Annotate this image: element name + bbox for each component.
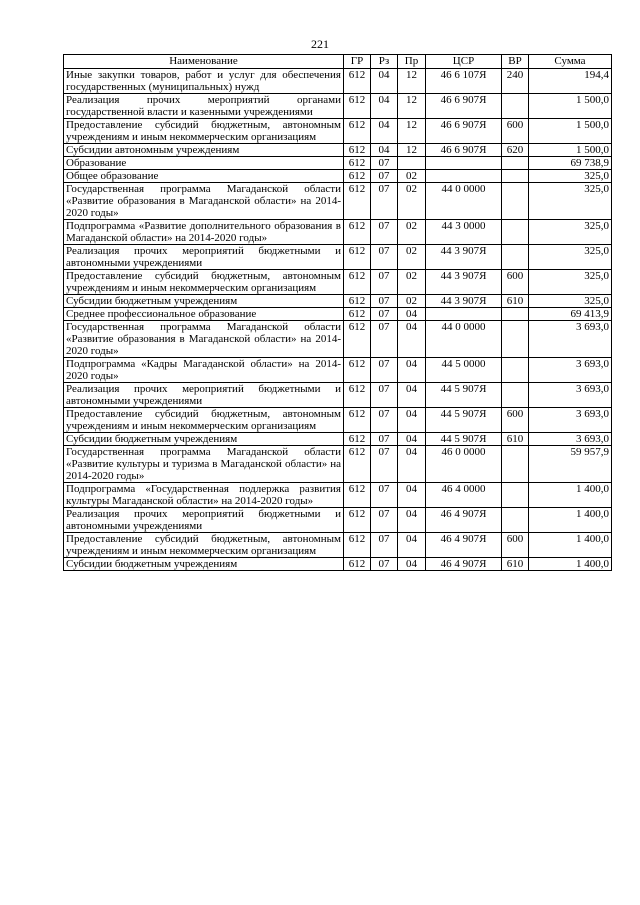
- cell-sum: 1 500,0: [529, 94, 612, 119]
- table-row: [64, 170, 612, 183]
- cell-name: Реализация прочих мероприятий органами государственной власти и казенными учреждениями: [64, 94, 344, 119]
- cell-pr: 02: [398, 245, 426, 270]
- cell-csr: 44 3 907Я: [426, 270, 502, 295]
- cell-vr: 600: [502, 119, 529, 144]
- cell-csr: 44 3 907Я: [426, 295, 502, 308]
- cell-pr: 02: [398, 270, 426, 295]
- cell-rz: 07: [371, 408, 398, 433]
- cell-rz: 07: [371, 358, 398, 383]
- cell-csr: 46 6 907Я: [426, 144, 502, 157]
- cell-sum: 194,4: [529, 69, 612, 94]
- cell-vr: [502, 358, 529, 383]
- cell-vr: 240: [502, 69, 529, 94]
- cell-csr: 44 5 907Я: [426, 433, 502, 446]
- cell-rz: 07: [371, 558, 398, 571]
- cell-name: Субсидии автономным учреждениям: [64, 144, 344, 157]
- cell-rz: 04: [371, 144, 398, 157]
- cell-csr: 46 6 907Я: [426, 119, 502, 144]
- cell-vr: [502, 170, 529, 183]
- cell-gr: 612: [344, 220, 371, 245]
- cell-gr: 612: [344, 433, 371, 446]
- cell-pr: 02: [398, 220, 426, 245]
- cell-rz: 07: [371, 295, 398, 308]
- cell-rz: 07: [371, 270, 398, 295]
- table-row: [64, 383, 612, 408]
- cell-pr: 02: [398, 183, 426, 220]
- cell-csr: 44 0 0000: [426, 321, 502, 358]
- cell-vr: 610: [502, 558, 529, 571]
- cell-gr: 612: [344, 558, 371, 571]
- cell-sum: 325,0: [529, 295, 612, 308]
- cell-csr: 46 4 907Я: [426, 558, 502, 571]
- cell-name: Государственная программа Магаданской области «Развитие образования в Магаданской области» на 2014-2020 годы»: [64, 321, 344, 358]
- cell-sum: 1 400,0: [529, 558, 612, 571]
- cell-rz: 04: [371, 94, 398, 119]
- cell-sum: 1 400,0: [529, 533, 612, 558]
- cell-rz: 07: [371, 433, 398, 446]
- cell-sum: 1 500,0: [529, 144, 612, 157]
- cell-pr: 04: [398, 508, 426, 533]
- cell-gr: 612: [344, 508, 371, 533]
- cell-sum: 3 693,0: [529, 321, 612, 358]
- cell-sum: 325,0: [529, 170, 612, 183]
- cell-rz: 07: [371, 170, 398, 183]
- cell-sum: 1 400,0: [529, 483, 612, 508]
- cell-name: Общее образование: [64, 170, 344, 183]
- cell-name: Субсидии бюджетным учреждениям: [64, 433, 344, 446]
- cell-csr: [426, 308, 502, 321]
- cell-pr: 12: [398, 94, 426, 119]
- cell-gr: 612: [344, 157, 371, 170]
- cell-pr: [398, 157, 426, 170]
- header-rz: Рз: [371, 55, 398, 69]
- cell-vr: [502, 508, 529, 533]
- cell-csr: 46 0 0000: [426, 446, 502, 483]
- cell-name: Подпрограмма «Кадры Магаданской области» на 2014-2020 годы»: [64, 358, 344, 383]
- table-row: [64, 558, 612, 571]
- cell-name: Субсидии бюджетным учреждениям: [64, 295, 344, 308]
- table-row: [64, 183, 612, 220]
- header-csr: ЦСР: [426, 55, 502, 69]
- cell-name: Среднее профессиональное образование: [64, 308, 344, 321]
- cell-csr: 46 4 907Я: [426, 533, 502, 558]
- cell-sum: 1 400,0: [529, 508, 612, 533]
- cell-name: Субсидии бюджетным учреждениям: [64, 558, 344, 571]
- cell-vr: [502, 383, 529, 408]
- cell-rz: 07: [371, 321, 398, 358]
- table-row: [64, 245, 612, 270]
- cell-vr: [502, 321, 529, 358]
- header-gr: ГР: [344, 55, 371, 69]
- cell-csr: 44 3 907Я: [426, 245, 502, 270]
- cell-rz: 07: [371, 483, 398, 508]
- cell-rz: 07: [371, 508, 398, 533]
- cell-gr: 612: [344, 245, 371, 270]
- cell-gr: 612: [344, 270, 371, 295]
- table-row: [64, 69, 612, 94]
- cell-name: Образование: [64, 157, 344, 170]
- table-row: [64, 144, 612, 157]
- cell-vr: [502, 183, 529, 220]
- cell-csr: [426, 170, 502, 183]
- cell-sum: 1 500,0: [529, 119, 612, 144]
- table-row: [64, 308, 612, 321]
- cell-pr: 04: [398, 321, 426, 358]
- cell-pr: 04: [398, 383, 426, 408]
- cell-gr: 612: [344, 94, 371, 119]
- cell-pr: 04: [398, 433, 426, 446]
- cell-rz: 04: [371, 69, 398, 94]
- table-row: [64, 295, 612, 308]
- cell-rz: 04: [371, 119, 398, 144]
- cell-csr: [426, 157, 502, 170]
- cell-gr: 612: [344, 321, 371, 358]
- cell-pr: 02: [398, 295, 426, 308]
- cell-gr: 612: [344, 308, 371, 321]
- cell-sum: 3 693,0: [529, 408, 612, 433]
- cell-sum: 325,0: [529, 245, 612, 270]
- cell-gr: 612: [344, 295, 371, 308]
- budget-table: [63, 54, 612, 571]
- cell-pr: 12: [398, 119, 426, 144]
- cell-vr: [502, 245, 529, 270]
- cell-vr: [502, 308, 529, 321]
- cell-name: Реализация прочих мероприятий бюджетными и автономными учреждениями: [64, 245, 344, 270]
- cell-gr: 612: [344, 533, 371, 558]
- cell-pr: 04: [398, 308, 426, 321]
- table-row: [64, 446, 612, 483]
- cell-csr: 44 0 0000: [426, 183, 502, 220]
- cell-pr: 04: [398, 483, 426, 508]
- cell-sum: 325,0: [529, 270, 612, 295]
- cell-name: Реализация прочих мероприятий бюджетными и автономными учреждениями: [64, 508, 344, 533]
- cell-vr: [502, 446, 529, 483]
- cell-pr: 12: [398, 69, 426, 94]
- header-name: Наименование: [64, 55, 344, 69]
- cell-csr: 44 5 907Я: [426, 383, 502, 408]
- cell-pr: 12: [398, 144, 426, 157]
- table-row: [64, 94, 612, 119]
- cell-pr: 04: [398, 533, 426, 558]
- cell-vr: [502, 220, 529, 245]
- cell-gr: 612: [344, 170, 371, 183]
- cell-name: Предоставление субсидий бюджетным, автономным учреждениям и иным некоммерческим организациям: [64, 270, 344, 295]
- cell-vr: 600: [502, 533, 529, 558]
- cell-name: Предоставление субсидий бюджетным, автономным учреждениям и иным некоммерческим организациям: [64, 533, 344, 558]
- cell-rz: 07: [371, 157, 398, 170]
- cell-csr: 44 5 0000: [426, 358, 502, 383]
- cell-rz: 07: [371, 533, 398, 558]
- cell-pr: 04: [398, 558, 426, 571]
- cell-vr: [502, 94, 529, 119]
- table-row: [64, 433, 612, 446]
- cell-gr: 612: [344, 144, 371, 157]
- header-pr: Пр: [398, 55, 426, 69]
- cell-vr: [502, 483, 529, 508]
- cell-sum: 325,0: [529, 220, 612, 245]
- cell-name: Иные закупки товаров, работ и услуг для обеспечения государственных (муниципальных) нужд: [64, 69, 344, 94]
- table-row: [64, 483, 612, 508]
- cell-gr: 612: [344, 183, 371, 220]
- table-row: [64, 119, 612, 144]
- cell-csr: 46 4 907Я: [426, 508, 502, 533]
- table-row: [64, 408, 612, 433]
- cell-gr: 612: [344, 408, 371, 433]
- cell-rz: 07: [371, 220, 398, 245]
- cell-sum: 3 693,0: [529, 433, 612, 446]
- cell-vr: 620: [502, 144, 529, 157]
- cell-sum: 59 957,9: [529, 446, 612, 483]
- cell-gr: 612: [344, 383, 371, 408]
- header-row: [64, 55, 612, 69]
- cell-gr: 612: [344, 446, 371, 483]
- cell-vr: 600: [502, 270, 529, 295]
- cell-pr: 04: [398, 446, 426, 483]
- table-row: [64, 358, 612, 383]
- cell-csr: 44 3 0000: [426, 220, 502, 245]
- cell-name: Государственная программа Магаданской области «Развитие образования в Магаданской области» на 2014-2020 годы»: [64, 183, 344, 220]
- table-row: [64, 220, 612, 245]
- cell-rz: 07: [371, 183, 398, 220]
- cell-rz: 07: [371, 308, 398, 321]
- cell-gr: 612: [344, 119, 371, 144]
- header-sum: Сумма: [529, 55, 612, 69]
- cell-gr: 612: [344, 358, 371, 383]
- cell-csr: 44 5 907Я: [426, 408, 502, 433]
- cell-name: Подпрограмма «Государственная подлержка развития культуры Магаданской области» на 2014-2020 годы»: [64, 483, 344, 508]
- cell-gr: 612: [344, 483, 371, 508]
- cell-csr: 46 4 0000: [426, 483, 502, 508]
- cell-sum: 325,0: [529, 183, 612, 220]
- cell-sum: 69 413,9: [529, 308, 612, 321]
- cell-name: Реализация прочих мероприятий бюджетными и автономными учреждениями: [64, 383, 344, 408]
- cell-vr: [502, 157, 529, 170]
- cell-sum: 3 693,0: [529, 358, 612, 383]
- cell-sum: 3 693,0: [529, 383, 612, 408]
- cell-name: Подпрограмма «Развитие дополнительного образования в Магаданской области» на 2014-2020 годы»: [64, 220, 344, 245]
- cell-vr: 600: [502, 408, 529, 433]
- cell-vr: 610: [502, 433, 529, 446]
- cell-pr: 04: [398, 408, 426, 433]
- table-row: [64, 533, 612, 558]
- table-body: [64, 69, 612, 571]
- cell-sum: 69 738,9: [529, 157, 612, 170]
- cell-rz: 07: [371, 383, 398, 408]
- cell-vr: 610: [502, 295, 529, 308]
- cell-name: Предоставление субсидий бюджетным, автономным учреждениям и иным некоммерческим организациям: [64, 408, 344, 433]
- cell-rz: 07: [371, 446, 398, 483]
- cell-pr: 04: [398, 358, 426, 383]
- table-row: [64, 321, 612, 358]
- header-vr: ВР: [502, 55, 529, 69]
- table-row: [64, 157, 612, 170]
- cell-name: Государственная программа Магаданской области «Развитие культуры и туризма в Магаданской области» на 2014-2020 годы»: [64, 446, 344, 483]
- cell-csr: 46 6 107Я: [426, 69, 502, 94]
- page-number: 221: [311, 37, 329, 51]
- cell-gr: 612: [344, 69, 371, 94]
- cell-rz: 07: [371, 245, 398, 270]
- cell-pr: 02: [398, 170, 426, 183]
- cell-name: Предоставление субсидий бюджетным, автономным учреждениям и иным некоммерческим организациям: [64, 119, 344, 144]
- table-row: [64, 270, 612, 295]
- cell-csr: 46 6 907Я: [426, 94, 502, 119]
- table-row: [64, 508, 612, 533]
